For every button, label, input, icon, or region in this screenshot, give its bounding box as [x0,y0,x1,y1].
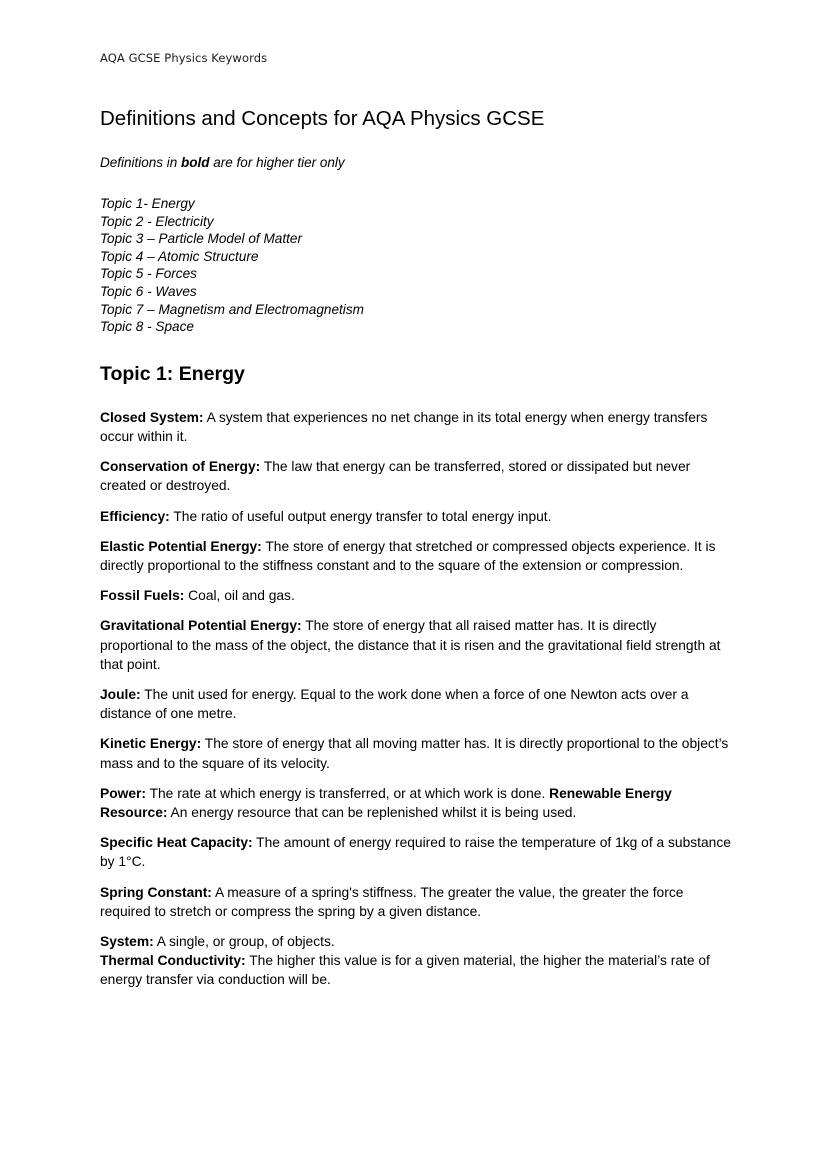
definition-spring-constant [100,883,732,921]
section-heading-topic-1: Topic 1: Energy [100,362,245,385]
topic-list-item: Topic 6 - Waves [100,283,197,299]
definition-text: The store of energy that all raised matter has. It is directly proportional to the mass of the object, the distance that it is risen and the gravitational field strength at that point. [100,618,721,672]
definition-elastic-potential-energy [100,537,732,575]
definition-term: Thermal Conductivity: [100,953,246,969]
definition-term: Joule: [100,686,141,702]
topic-list-item: Topic 2 - Electricity [100,213,214,229]
definition-thermal-conductivity [100,951,732,989]
topic-list-item: Topic 1- Energy [100,196,195,211]
definition-power-and-renewable-energy-resource [100,784,732,822]
definition-term: Elastic Potential Energy: [100,538,262,554]
definition-text: Coal, oil and gas. [184,588,295,604]
tier-note-prefix: Definitions in [100,155,182,170]
definition-term: Kinetic Energy: [100,736,202,752]
definition-term: Power: [100,785,146,801]
definition-text: The amount of energy required to raise the temperature of 1kg of a substance by 1°C. [100,835,731,870]
topic-list [100,195,732,336]
page-title: Definitions and Concepts for AQA Physics GCSE [100,107,545,130]
definition-text: The law that energy can be transferred, stored or dissipated but never created or destroyed. [100,459,691,494]
definition-closed-system [100,408,732,446]
topic-list-item: Topic 5 - Forces [100,266,197,282]
document-content [100,50,732,990]
definition-text: The store of energy that all moving matter has. It is directly proportional to the object’s mass and to the square of its velocity. [100,736,729,771]
topic-list-item: Topic 7 – Magnetism and Electromagnetism [100,301,364,317]
definition-text: The rate at which energy is transferred, or at which work is done. [146,785,550,801]
definition-term: Gravitational Potential Energy: [100,618,302,634]
tier-note-bold-word: bold [181,155,210,170]
definition-term: Spring Constant: [100,884,212,900]
definition-text: A system that experiences no net change in its total energy when energy transfers occur within it. [100,409,708,444]
definition-term: Closed System: [100,409,204,425]
definition-term: System: [100,934,154,950]
definition-text: A single, or group, of objects. [153,934,335,950]
definition-text: The store of energy that stretched or compressed objects experience. It is directly proportional to the stiffness constant and to the square of the extension or compression. [100,538,716,573]
topic-list-item: Topic 3 – Particle Model of Matter [100,231,302,247]
definition-fossil-fuels [100,586,732,605]
topic-list-item: Topic 8 - Space [100,319,194,335]
definition-text: The unit used for energy. Equal to the work done when a force of one Newton acts over a distance of one metre. [100,686,689,722]
definition-efficiency [100,507,732,526]
definition-specific-heat-capacity [100,833,732,871]
tier-note-suffix: are for higher tier only [209,155,345,170]
definition-term-secondary: Renewable Energy Resource: [100,785,672,820]
running-header: AQA GCSE Physics Keywords [100,51,268,65]
definition-term: Efficiency: [100,508,170,524]
definition-kinetic-energy [100,734,732,772]
definition-text: The ratio of useful output energy transfer to total energy input. [169,508,552,524]
definition-text: The higher this value is for a given material, the higher the material’s rate of energy transfer via conduction will be. [100,953,710,988]
definition-joule [100,685,732,723]
definition-term: Conservation of Energy: [100,459,261,475]
definition-text-secondary: An energy resource that can be replenished whilst it is being used. [167,805,577,820]
definition-text: A measure of a spring's stiffness. The greater the value, the greater the force required to stretch or compress the spring by a given distance. [100,884,684,919]
definition-term: Specific Heat Capacity: [100,835,253,851]
definition-conservation-of-energy [100,457,732,495]
definition-gravitational-potential-energy [100,616,732,674]
topic-list-item: Topic 4 – Atomic Structure [100,248,259,264]
definition-system [100,932,732,951]
higher-tier-note [100,154,732,172]
definition-term: Fossil Fuels: [100,588,185,604]
definition-list [100,408,732,990]
